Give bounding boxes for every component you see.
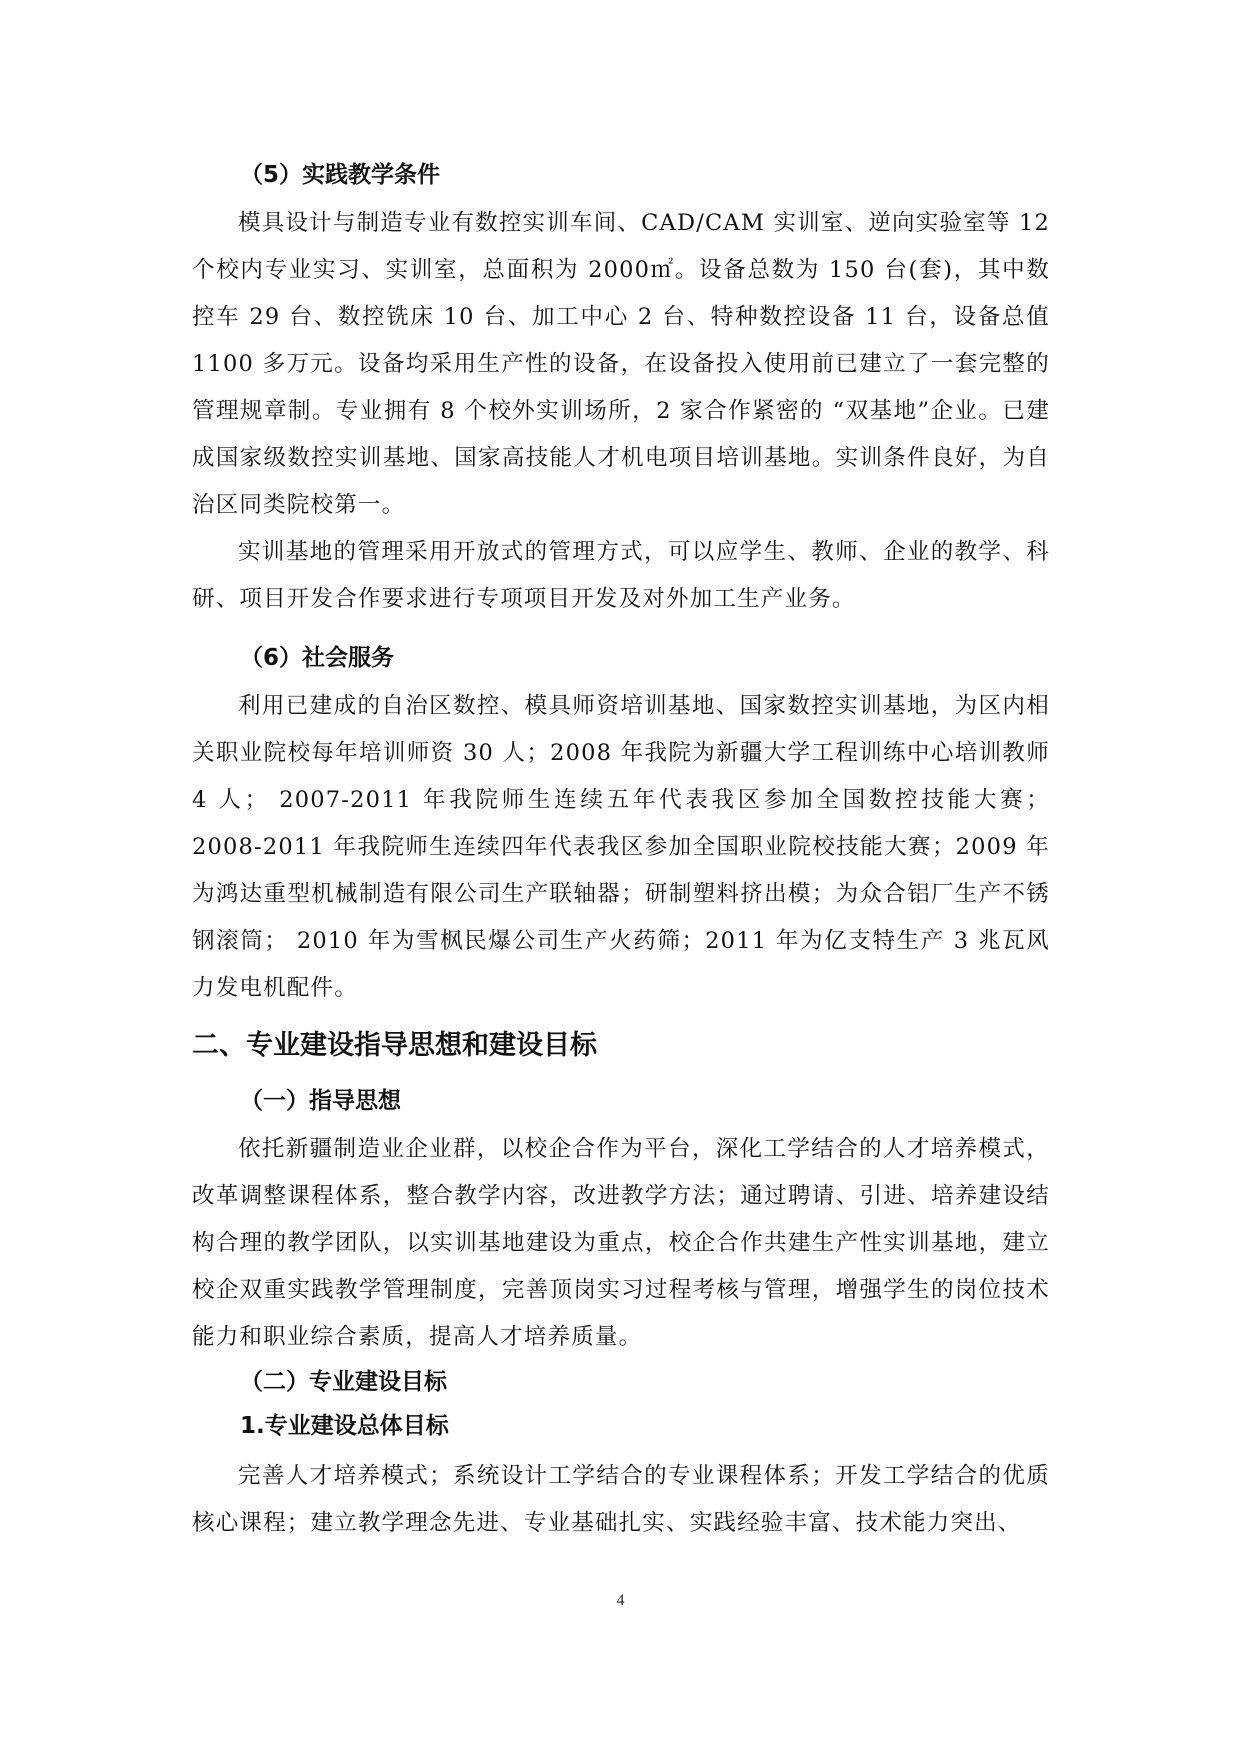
page-content: [192, 158, 1050, 1547]
heading-construction-goals: （二）专业建设目标: [240, 1369, 447, 1395]
heading-practice-conditions: （5）实践教学条件: [240, 162, 441, 188]
paragraph-overall-goal: 完善人才培养模式；系统设计工学结合的专业课程体系；开发工学结合的优质核心课程；建立教学理念先进、专业基础扎实、实践经验丰富、技术能力突出、: [192, 1463, 1050, 1536]
paragraph-guiding-ideology: 依托新疆制造业企业群，以校企合作为平台，深化工学结合的人才培养模式，改革调整课程体系，整合教学内容，改进教学方法；通过聘请、引进、培养建设结构合理的教学团队，以实训基地建设为重点，校企合作共建生产性实训基地，建立校企双重实践教学管理制度，完善顶岗实习过程考核与管理，增强学生的岗位技术能力和职业综合素质，提高人才培养质量。: [192, 1136, 1050, 1350]
paragraph-practice-facilities: 模具设计与制造专业有数控实训车间、CAD/CAM 实训室、逆向实验室等 12 个校内专业实习、实训室，总面积为 2000㎡。设备总数为 150 台(套)，其中数控车 29 台、数控铣床 10 台、加工中心 2 台、特种数控设备 11 台，设备总值 1100 多万元。设备均采用生产性的设备，在设备投入使用前已建立了一套完整的管理规章制。专业拥有 8 个校外实训场所，2 家合作紧密的 “双基地”企业。已建成国家级数控实训基地、国家高技能人才机电项目培训基地。实训条件良好，为自治区同类院校第一。: [192, 210, 1050, 518]
heading-social-service: （6）社会服务: [240, 645, 395, 671]
page-number: 4: [616, 1592, 625, 1609]
paragraph-social-service: 利用已建成的自治区数控、模具师资培训基地、国家数控实训基地，为区内相关职业院校每年培训师资 30 人；2008 年我院为新疆大学工程训练中心培训教师 4 人； 2007-2011 年我院师生连续五年代表我区参加全国数控技能大赛；2008-2011 年我院师生连续四年代表我区参加全国职业院校技能大赛；2009 年为鸿达重型机械制造有限公司生产联轴器；研制塑料挤出模；为众合铝厂生产不锈钢滚筒； 2010 年为雪枫民爆公司生产火药筛；2011 年为亿支特生产 3 兆瓦风力发电机配件。: [192, 693, 1050, 1001]
spacer: [192, 623, 1050, 641]
heading-overall-goal: 1.专业建设总体目标: [240, 1413, 449, 1439]
heading-guiding-ideology: （一）指导思想: [240, 1088, 401, 1114]
chapter-title: 二、专业建设指导思想和建设目标: [192, 1030, 597, 1061]
paragraph-practice-management: 实训基地的管理采用开放式的管理方式，可以应学生、教师、企业的教学、科研、项目开发合作要求进行专项项目开发及对外加工生产业务。: [192, 539, 1050, 612]
